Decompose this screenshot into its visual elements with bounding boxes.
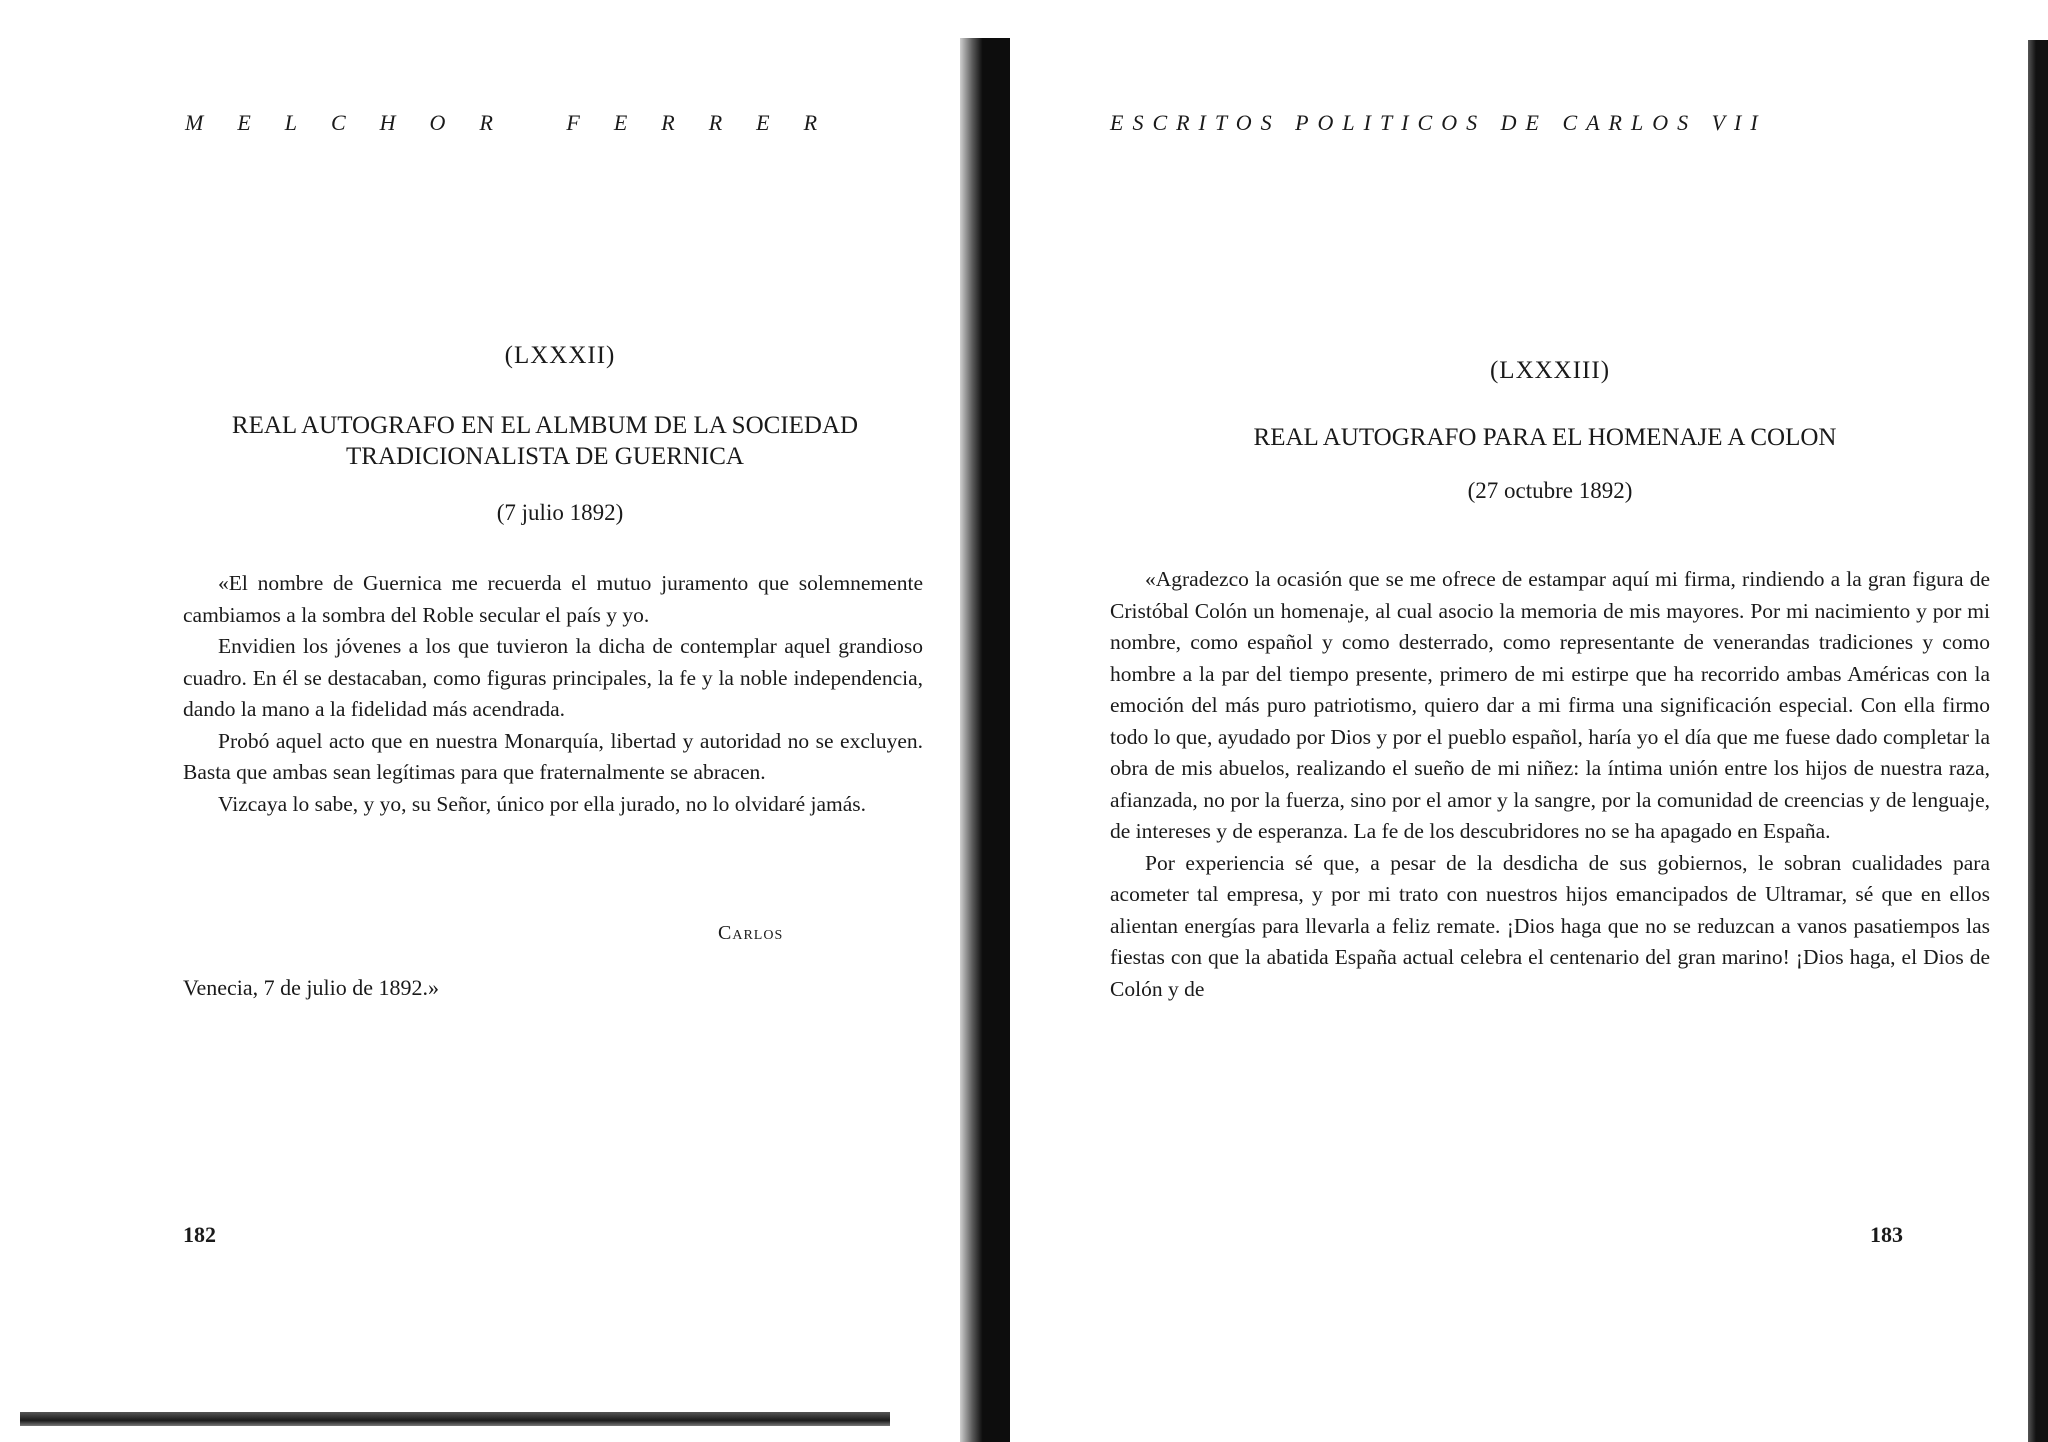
- chapter-number: (LXXXIII): [1489, 357, 1611, 384]
- paragraph: Vizcaya lo sabe, y yo, su Señor, único por ella jurado, no lo olvidaré jamás.: [218, 791, 867, 816]
- running-head: ESCRITOS POLITICOS DE CARLOS VII: [1110, 110, 1767, 135]
- body-text: [183, 568, 923, 820]
- chapter-date: (27 octubre 1892): [1467, 478, 1633, 503]
- chapter-title: REAL AUTOGRAFO PARA EL HOMENAJE A COLON: [1253, 424, 1837, 451]
- scan-edge-shadow: [20, 1412, 890, 1426]
- paragraph: «El nombre de Guernica me recuerda el mutuo juramento que solemnemente cambiamos a la sombra del Roble secular el país y yo.: [183, 571, 923, 627]
- page-number: 183: [1870, 1222, 1903, 1247]
- chapter-number: (LXXXII): [504, 342, 616, 369]
- place-date: Venecia, 7 de julio de 1892.»: [183, 975, 439, 1000]
- running-head: MELCHOR FERRER: [185, 110, 852, 135]
- paragraph: Probó aquel acto que en nuestra Monarquía, libertad y autoridad no se excluyen. Basta que ambas sean legítimas para que fraternalmente se abracen.: [183, 728, 923, 784]
- right-page: [1010, 0, 2030, 1442]
- left-page: [0, 0, 960, 1442]
- paragraph: Por experiencia sé que, a pesar de la desdicha de sus gobiernos, le sobran cualidades para acometer tal empresa, y por mi trato con nuestros hijos emancipados de Ultramar, sé que en ellos alientan energías para llevarla a feliz remate. ¡Dios haga que no se reduzcan a vanos pasatiempos las fiestas con que la abatida España actual celebra el centenario del gran marino! ¡Dios haga, el Dios de Colón y de: [1110, 850, 1990, 1001]
- page-edge-shadow: [2028, 40, 2048, 1442]
- paragraph: Envidien los jóvenes a los que tuvieron la dicha de contemplar aquel grandioso cuadro. En él se destacaban, como figuras principales, la fe y la noble independencia, dando la mano a la fidelidad más acendrada.: [183, 634, 923, 721]
- body-text: [1110, 564, 1990, 1005]
- paragraph: «Agradezco la ocasión que se me ofrece de estampar aquí mi firma, rindiendo a la gran figura de Cristóbal Colón un homenaje, al cual asocio la memoria de mis mayores. Por mi nacimiento y por mi nombre, como español y como desterrado, como representante de venerandas tradiciones y como hombre a la par del tiempo presente, primero de mi estirpe que ha recorrido ambas Américas con la emoción del más puro patriotismo, quiero dar a mi firma una significación especial. Con ella firmo todo lo que, ayudado por Dios y por el pueblo español, haría yo el día que me fuese dado completar la obra de mis abuelos, realizando el sueño de mi niñez: la íntima unión entre los hijos de nuestra raza, afianzada, no por la fuerza, sino por el amor y la sangre, por la comunidad de creencias y de lenguaje, de intereses y de esperanza. La fe de los descubridores no se ha apagado en España.: [1110, 567, 1990, 843]
- signature: Carlos: [718, 922, 784, 944]
- book-gutter: [960, 38, 1010, 1442]
- page-number: 182: [183, 1222, 216, 1247]
- chapter-date: (7 julio 1892): [496, 500, 624, 525]
- chapter-title: REAL AUTOGRAFO EN EL ALMBUM DE LA SOCIEDAD TRADICIONALISTA DE GUERNICA: [231, 412, 859, 470]
